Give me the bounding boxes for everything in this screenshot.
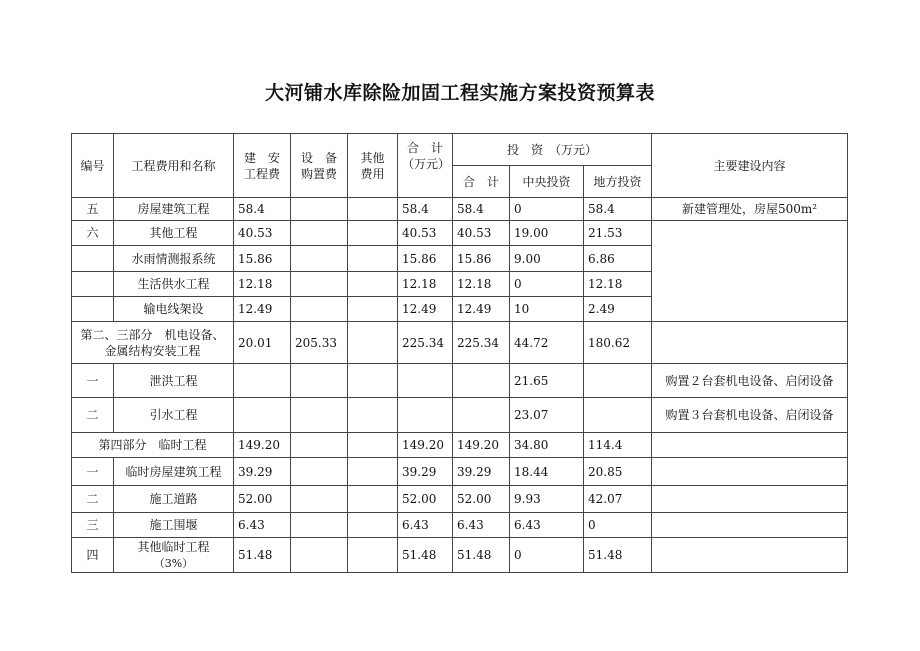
row-central: 0	[510, 198, 584, 221]
row-sum: 52.00	[453, 486, 510, 513]
table-row	[72, 198, 848, 221]
row-sum: 15.86	[453, 246, 510, 272]
row-other	[348, 433, 398, 458]
row-local	[584, 364, 652, 398]
header-equip: 设 备 购置费	[291, 134, 348, 198]
row-build: 51.48	[234, 538, 291, 573]
row-build	[234, 364, 291, 398]
row-local: 180.62	[584, 322, 652, 364]
row-total: 40.53	[398, 221, 453, 246]
row-other	[348, 364, 398, 398]
row-central: 34.80	[510, 433, 584, 458]
row-total: 12.49	[398, 297, 453, 322]
row-name: 施工道路	[114, 486, 234, 513]
row-central: 21.65	[510, 364, 584, 398]
row-central: 23.07	[510, 398, 584, 433]
table-row	[72, 513, 848, 538]
row-total: 15.86	[398, 246, 453, 272]
row-content	[652, 322, 848, 364]
row-name: 其他工程	[114, 221, 234, 246]
row-central: 9.00	[510, 246, 584, 272]
row-other	[348, 272, 398, 297]
row-sum: 149.20	[453, 433, 510, 458]
row-other	[348, 486, 398, 513]
row-content: 购置２台套机电设备、启闭设备	[652, 364, 848, 398]
row-total	[398, 364, 453, 398]
row-content: 新建管理处，房屋500m²	[652, 198, 848, 221]
row-central: 18.44	[510, 458, 584, 486]
document-title: 大河铺水库除险加固工程实施方案投资预算表	[264, 82, 655, 104]
row-local: 42.07	[584, 486, 652, 513]
row-no: 二	[72, 486, 114, 513]
row-other	[348, 221, 398, 246]
budget-table	[71, 133, 848, 573]
row-content	[652, 433, 848, 458]
row-name: 临时房屋建筑工程	[114, 458, 234, 486]
row-total	[398, 398, 453, 433]
row-equip	[291, 513, 348, 538]
row-local: 12.18	[584, 272, 652, 297]
section-row	[72, 433, 848, 458]
row-sum: 6.43	[453, 513, 510, 538]
row-local: 0	[584, 513, 652, 538]
row-central: 44.72	[510, 322, 584, 364]
row-content: 购置３台套机电设备、启闭设备	[652, 398, 848, 433]
row-build: 12.49	[234, 297, 291, 322]
section-name: 第二、三部分 机电设备、金属结构安装工程	[72, 322, 234, 364]
row-local	[584, 398, 652, 433]
row-no: 一	[72, 364, 114, 398]
header-other: 其他 费用	[348, 134, 398, 198]
row-total: 12.18	[398, 272, 453, 297]
row-name: 生活供水工程	[114, 272, 234, 297]
row-name: 引水工程	[114, 398, 234, 433]
row-no: 四	[72, 538, 114, 573]
row-name: 水雨情测报系统	[114, 246, 234, 272]
row-central: 6.43	[510, 513, 584, 538]
row-equip	[291, 486, 348, 513]
row-other	[348, 198, 398, 221]
row-equip	[291, 433, 348, 458]
row-build: 52.00	[234, 486, 291, 513]
row-name: 泄洪工程	[114, 364, 234, 398]
row-local: 21.53	[584, 221, 652, 246]
row-local: 58.4	[584, 198, 652, 221]
row-equip	[291, 198, 348, 221]
row-other	[348, 297, 398, 322]
row-other	[348, 538, 398, 573]
table-row	[72, 538, 848, 573]
row-equip	[291, 398, 348, 433]
row-build: 12.18	[234, 272, 291, 297]
row-sum: 51.48	[453, 538, 510, 573]
row-no: 三	[72, 513, 114, 538]
row-sum: 12.49	[453, 297, 510, 322]
row-other	[348, 458, 398, 486]
header-content: 主要建设内容	[652, 134, 848, 198]
row-total: 6.43	[398, 513, 453, 538]
row-name: 输电线架设	[114, 297, 234, 322]
header-row-1	[72, 134, 848, 166]
row-equip	[291, 364, 348, 398]
header-local: 地方投资	[584, 166, 652, 198]
row-equip: 205.33	[291, 322, 348, 364]
section-row	[72, 322, 848, 364]
row-sum: 12.18	[453, 272, 510, 297]
row-content	[652, 221, 848, 322]
row-name: 其他临时工程 （3%）	[114, 538, 234, 573]
row-local: 2.49	[584, 297, 652, 322]
header-no: 编号	[72, 134, 114, 198]
row-other	[348, 398, 398, 433]
row-no	[72, 272, 114, 297]
row-sum: 40.53	[453, 221, 510, 246]
row-build: 40.53	[234, 221, 291, 246]
row-build	[234, 398, 291, 433]
row-central: 9.93	[510, 486, 584, 513]
row-local: 6.86	[584, 246, 652, 272]
row-other	[348, 322, 398, 364]
row-build: 15.86	[234, 246, 291, 272]
row-equip	[291, 246, 348, 272]
table-row	[72, 398, 848, 433]
row-local: 114.4	[584, 433, 652, 458]
header-build: 建 安 工程费	[234, 134, 291, 198]
header-name: 工程费用和名称	[114, 134, 234, 198]
row-central: 0	[510, 538, 584, 573]
row-sum	[453, 364, 510, 398]
row-other	[348, 513, 398, 538]
row-no: 六	[72, 221, 114, 246]
row-equip	[291, 272, 348, 297]
row-central: 0	[510, 272, 584, 297]
row-total: 225.34	[398, 322, 453, 364]
row-local: 20.85	[584, 458, 652, 486]
row-sum: 225.34	[453, 322, 510, 364]
row-content	[652, 458, 848, 486]
row-other	[348, 246, 398, 272]
header-sum: 合 计	[453, 166, 510, 198]
row-equip	[291, 538, 348, 573]
row-sum: 58.4	[453, 198, 510, 221]
row-name: 施工围堰	[114, 513, 234, 538]
row-content	[652, 513, 848, 538]
table-row	[72, 458, 848, 486]
section-name: 第四部分 临时工程	[72, 433, 234, 458]
header-central: 中央投资	[510, 166, 584, 198]
row-total: 52.00	[398, 486, 453, 513]
table-row	[72, 221, 848, 246]
header-total: 合 计 （万元）	[398, 134, 453, 198]
row-no	[72, 246, 114, 272]
row-name: 房屋建筑工程	[114, 198, 234, 221]
row-build: 39.29	[234, 458, 291, 486]
table-row	[72, 486, 848, 513]
row-total: 58.4	[398, 198, 453, 221]
row-sum	[453, 398, 510, 433]
table-row	[72, 364, 848, 398]
row-central: 19.00	[510, 221, 584, 246]
row-no: 五	[72, 198, 114, 221]
row-central: 10	[510, 297, 584, 322]
row-equip	[291, 297, 348, 322]
row-build: 20.01	[234, 322, 291, 364]
row-build: 149.20	[234, 433, 291, 458]
row-no: 一	[72, 458, 114, 486]
row-build: 58.4	[234, 198, 291, 221]
row-no: 二	[72, 398, 114, 433]
row-equip	[291, 221, 348, 246]
row-content	[652, 538, 848, 573]
row-total: 39.29	[398, 458, 453, 486]
row-sum: 39.29	[453, 458, 510, 486]
row-local: 51.48	[584, 538, 652, 573]
header-invest: 投 资 （万元）	[453, 134, 652, 166]
row-content	[652, 486, 848, 513]
row-total: 51.48	[398, 538, 453, 573]
row-equip	[291, 458, 348, 486]
row-total: 149.20	[398, 433, 453, 458]
row-build: 6.43	[234, 513, 291, 538]
row-no	[72, 297, 114, 322]
